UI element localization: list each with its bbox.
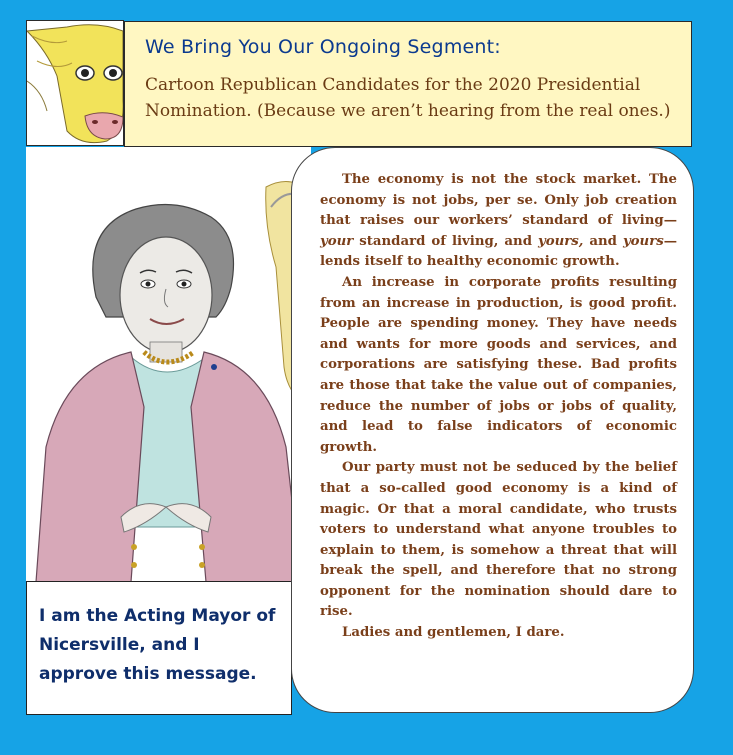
article-paragraph-1	[320, 170, 677, 273]
p1-text-c: and	[583, 233, 623, 249]
p1-text-a: The economy is not the stock market. The economy is not jobs, per se. Only job creation that raises our workers’ standard of living—	[320, 172, 677, 229]
article-paragraph-4: Ladies and gentlemen, I dare.	[342, 625, 565, 641]
mascot-logo	[26, 20, 124, 146]
segment-subtitle: Cartoon Republican Candidates for the 2020 Presidential Nomination. (Because we aren’t hearing from the real ones.)	[145, 75, 671, 121]
cartoon-goat-icon	[27, 21, 124, 146]
p1-text-d: —lends itself to healthy economic growth.	[320, 233, 677, 270]
p1-text-b: standard of living, and	[353, 233, 538, 249]
candidate-portrait-icon	[26, 147, 311, 582]
header-banner	[124, 21, 692, 147]
article-paragraph-2: An increase in corporate profits resulting from an increase in production, is good profit. People are spending money. They have needs and wants for more goods and services, and corporations are satisfying these. Bad profits are those that take the value out of companies, reduce the number of jobs or jobs of quality, and lead to false indicators of economic growth.	[320, 274, 677, 455]
candidate-illustration	[26, 147, 311, 582]
p1-emphasis-yours-2: yours	[622, 233, 664, 249]
p1-emphasis-yours-1: yours,	[537, 233, 584, 249]
article-paragraph-3: Our party must not be seduced by the belief that a so-called good economy is a kind of magic. Or that a moral candidate, who trusts voters to understand what anyone troubles to explain to them, is somehow a threat that will break the spell, and therefore that no strong opponent for the nomination should dare to rise.	[320, 460, 677, 620]
p1-emphasis-your: your	[320, 233, 354, 249]
approval-caption: I am the Acting Mayor of Nicersville, and I approve this message.	[26, 581, 292, 715]
segment-title: We Bring You Our Ongoing Segment:	[145, 36, 501, 58]
article-panel	[291, 147, 694, 713]
